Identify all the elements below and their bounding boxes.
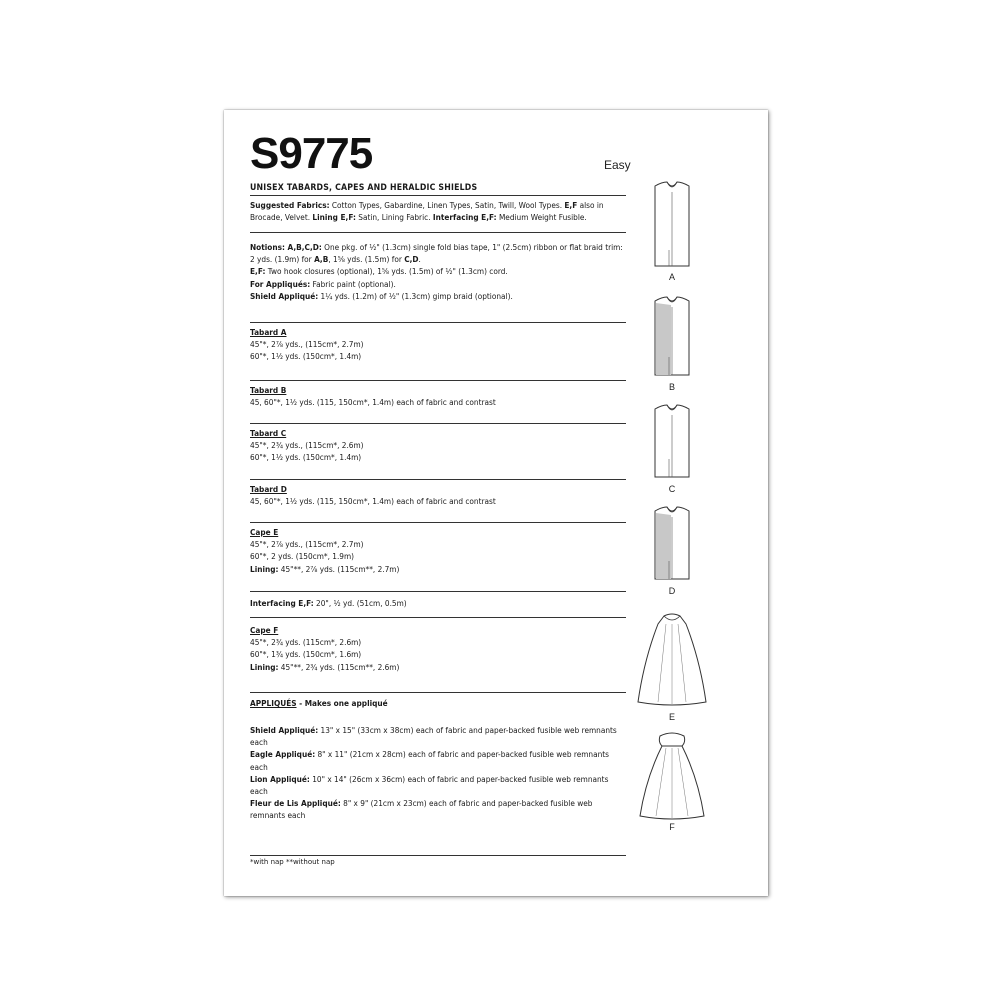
appliques-yardage: Shield Appliqué: 13" x 15" (33cm x 38cm) each of fabric and paper-backed fusible web remnants each Eagle Appliqué: 8" x 11" (21cm x 28cm) each of fabric and paper-backed fusible web remnants each Lion Appliqué: 10" x 14" (26cm x 36cm) each of fabric and paper-backed fusible web remnants each Fleur de Lis Appliqué: 8" x 9" (21cm x 23cm) each of fabric and paper-backed fusible web remnants each: [250, 725, 617, 821]
cape-f-icon: [636, 730, 708, 822]
divider: [250, 322, 626, 323]
cape-f-yardage: Cape F 45"*, 2¾ yds. (115cm*, 2.6m) 60"*, 1¾ yds. (150cm*, 1.6m) Lining: 45"**, 2¾ yds. (115cm**, 2.6m): [250, 625, 400, 672]
appliques-heading: APPLIQUÉS - Makes one appliqué: [250, 698, 388, 708]
tabard-b-yardage: Tabard B 45, 60"*, 1½ yds. (115, 150cm*, 1.4m) each of fabric and contrast: [250, 385, 496, 408]
divider: [250, 522, 626, 523]
divider: [250, 479, 626, 480]
cape-e-icon: [636, 610, 708, 708]
tabard-b-icon: [652, 295, 692, 377]
tabard-d-yardage: Tabard D 45, 60"*, 1½ yds. (115, 150cm*, 1.4m) each of fabric and contrast: [250, 484, 496, 507]
view-label-b: B: [668, 382, 675, 392]
divider: [250, 692, 626, 693]
view-label-d: D: [668, 586, 676, 596]
pattern-number: S9775: [250, 129, 373, 178]
pattern-subtitle: UNISEX TABARDS, CAPES AND HERALDIC SHIELDS: [250, 183, 478, 193]
divider: [250, 591, 626, 592]
divider: [250, 380, 626, 381]
view-label-f: F: [669, 822, 675, 832]
footnote: *with nap **without nap: [250, 858, 335, 866]
tabard-a-icon: [652, 180, 692, 268]
suggested-fabrics: Suggested Fabrics: Cotton Types, Gabardine, Linen Types, Satin, Twill, Wool Types. E,F also in Brocade, Velvet. Lining E,F: Satin, Lining Fabric. Interfacing E,F: Medium Weight Fusible.: [250, 200, 604, 223]
tabard-c-yardage: Tabard C 45"*, 2¾ yds., (115cm*, 2.6m) 60"*, 1½ yds. (150cm*, 1.4m): [250, 428, 364, 463]
divider: [250, 855, 626, 856]
divider: [250, 232, 626, 233]
divider: [250, 617, 626, 618]
difficulty-label: Easy: [604, 158, 631, 172]
divider: [250, 195, 626, 196]
tabard-d-icon: [652, 505, 692, 581]
divider: [250, 423, 626, 424]
notions: Notions: A,B,C,D: One pkg. of ½" (1.3cm) single fold bias tape, 1" (2.5cm) ribbon or flat braid trim: 2 yds. (1.9m) for A,B, 1⅝ yds. (1.5m) for C,D. E,F: Two hook closures (optional), 1⅝ yds. (1.5m) of ½" (1.3cm) cord. For Appliqués: Fabric paint (optional). Shield Appliqué: 1¼ yds. (1.2m) of ½" (1.3cm) gimp braid (optional).: [250, 242, 623, 301]
interfacing-yardage: Interfacing E,F: 20", ½ yd. (51cm, 0.5m): [250, 598, 407, 608]
view-label-e: E: [668, 712, 675, 722]
view-label-a: A: [668, 272, 675, 282]
tabard-a-yardage: Tabard A 45"*, 2⅞ yds., (115cm*, 2.7m) 60"*, 1½ yds. (150cm*, 1.4m): [250, 327, 364, 362]
tabard-c-icon: [652, 403, 692, 479]
view-label-c: C: [668, 484, 676, 494]
cape-e-yardage: Cape E 45"*, 2⅞ yds., (115cm*, 2.7m) 60"*, 2 yds. (150cm*, 1.9m) Lining: 45"**, 2⅞ yds. (115cm**, 2.7m): [250, 527, 400, 574]
